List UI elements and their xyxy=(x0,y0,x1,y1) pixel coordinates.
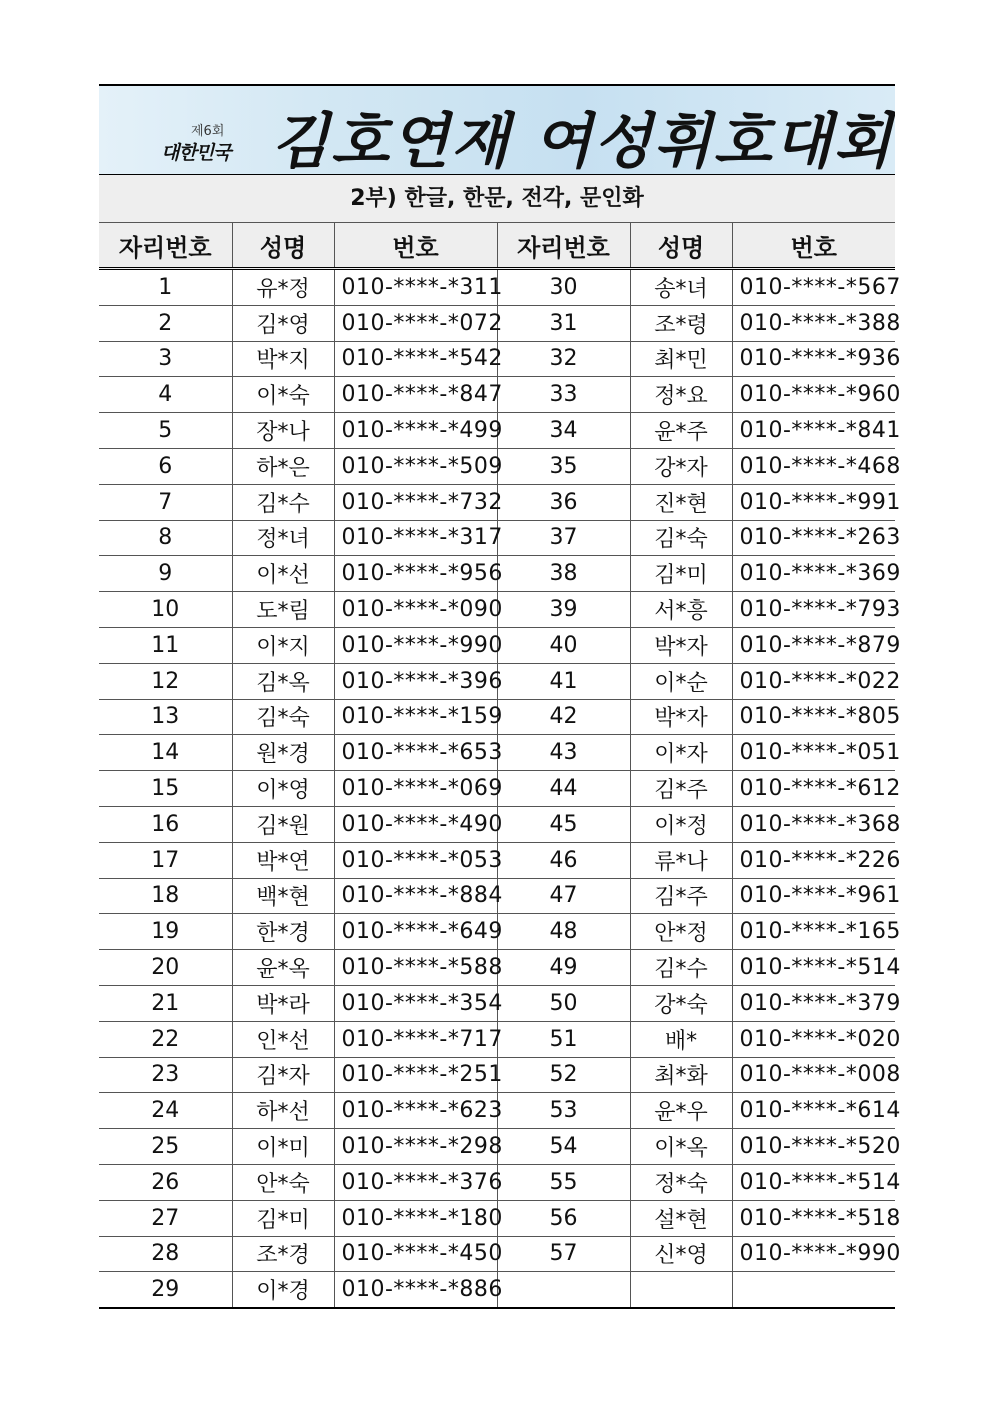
name-cell: 설*현 xyxy=(630,1200,732,1236)
phone-cell: 010-****-*514 xyxy=(732,950,895,986)
seat-number-cell: 57 xyxy=(497,1236,630,1272)
seat-number-cell: 29 xyxy=(99,1272,232,1308)
table-row xyxy=(99,806,895,842)
phone-cell: 010-****-*022 xyxy=(732,663,895,699)
seat-number-cell: 28 xyxy=(99,1236,232,1272)
name-cell: 김*숙 xyxy=(630,520,732,556)
phone-cell: 010-****-*396 xyxy=(334,663,497,699)
name-cell: 도*림 xyxy=(232,592,334,628)
phone-cell: 010-****-*090 xyxy=(334,592,497,628)
table-row xyxy=(99,914,895,950)
seat-number-cell: 33 xyxy=(497,377,630,413)
banner-country: 대한민국 xyxy=(161,142,231,164)
seat-number-cell: 38 xyxy=(497,556,630,592)
phone-cell: 010-****-*490 xyxy=(334,806,497,842)
name-cell: 정*녀 xyxy=(232,520,334,556)
phone-cell: 010-****-*226 xyxy=(732,842,895,878)
seat-number-cell: 2 xyxy=(99,305,232,341)
name-cell: 윤*우 xyxy=(630,1093,732,1129)
name-cell: 김*미 xyxy=(232,1200,334,1236)
seat-number-cell: 14 xyxy=(99,735,232,771)
seat-number-cell: 9 xyxy=(99,556,232,592)
phone-cell: 010-****-*051 xyxy=(732,735,895,771)
seat-number-cell: 27 xyxy=(99,1200,232,1236)
name-cell: 강*숙 xyxy=(630,985,732,1021)
phone-cell: 010-****-*614 xyxy=(732,1093,895,1129)
phone-cell: 010-****-*884 xyxy=(334,878,497,914)
phone-cell: 010-****-*961 xyxy=(732,878,895,914)
name-cell: 이*숙 xyxy=(232,377,334,413)
phone-cell: 010-****-*623 xyxy=(334,1093,497,1129)
seat-number-cell: 44 xyxy=(497,771,630,807)
seat-number-cell: 45 xyxy=(497,806,630,842)
seat-number-cell: 10 xyxy=(99,592,232,628)
seat-number-cell: 18 xyxy=(99,878,232,914)
name-cell: 박*자 xyxy=(630,699,732,735)
name-cell: 장*나 xyxy=(232,413,334,449)
name-cell: 유*정 xyxy=(232,269,334,306)
table-row xyxy=(99,1021,895,1057)
header-seat-number: 자리번호 xyxy=(99,223,232,269)
table-row xyxy=(99,448,895,484)
name-cell: 김*자 xyxy=(232,1057,334,1093)
table-row xyxy=(99,520,895,556)
seat-number-cell: 54 xyxy=(497,1129,630,1165)
seat-number-cell: 49 xyxy=(497,950,630,986)
name-cell: 백*현 xyxy=(232,878,334,914)
name-cell: 김*옥 xyxy=(232,663,334,699)
table-row xyxy=(99,377,895,413)
seat-number-cell: 34 xyxy=(497,413,630,449)
seat-number-cell: 20 xyxy=(99,950,232,986)
phone-cell: 010-****-*653 xyxy=(334,735,497,771)
seat-number-cell: 26 xyxy=(99,1164,232,1200)
phone-cell: 010-****-*072 xyxy=(334,305,497,341)
phone-cell: 010-****-*468 xyxy=(732,448,895,484)
table-row xyxy=(99,305,895,341)
table-row xyxy=(99,484,895,520)
name-cell: 하*은 xyxy=(232,448,334,484)
name-cell: 윤*주 xyxy=(630,413,732,449)
seat-number-cell: 37 xyxy=(497,520,630,556)
seat-number-cell: 39 xyxy=(497,592,630,628)
name-cell: 이*미 xyxy=(232,1129,334,1165)
table-row xyxy=(99,556,895,592)
seat-number-cell: 47 xyxy=(497,878,630,914)
phone-cell xyxy=(732,1272,895,1308)
phone-cell: 010-****-*499 xyxy=(334,413,497,449)
phone-cell: 010-****-*354 xyxy=(334,985,497,1021)
name-cell: 원*경 xyxy=(232,735,334,771)
table-row xyxy=(99,592,895,628)
seat-number-cell: 8 xyxy=(99,520,232,556)
phone-cell: 010-****-*847 xyxy=(334,377,497,413)
seat-number-cell: 4 xyxy=(99,377,232,413)
phone-cell: 010-****-*450 xyxy=(334,1236,497,1272)
name-cell: 김*미 xyxy=(630,556,732,592)
name-cell: 김*수 xyxy=(630,950,732,986)
seat-table xyxy=(99,223,901,1309)
phone-cell: 010-****-*069 xyxy=(334,771,497,807)
table-row xyxy=(99,663,895,699)
seat-number-cell: 15 xyxy=(99,771,232,807)
table-row xyxy=(99,627,895,663)
name-cell: 박*지 xyxy=(232,341,334,377)
name-cell: 이*경 xyxy=(232,1272,334,1308)
seat-number-cell: 13 xyxy=(99,699,232,735)
seat-number-cell: 11 xyxy=(99,627,232,663)
seat-number-cell: 48 xyxy=(497,914,630,950)
phone-cell: 010-****-*298 xyxy=(334,1129,497,1165)
phone-cell: 010-****-*263 xyxy=(732,520,895,556)
table-row xyxy=(99,1093,895,1129)
name-cell: 박*연 xyxy=(232,842,334,878)
header-seat-number: 자리번호 xyxy=(497,223,630,269)
seat-number-cell: 24 xyxy=(99,1093,232,1129)
name-cell: 이*순 xyxy=(630,663,732,699)
phone-cell: 010-****-*732 xyxy=(334,484,497,520)
seat-number-cell: 42 xyxy=(497,699,630,735)
phone-cell: 010-****-*886 xyxy=(334,1272,497,1308)
table-row xyxy=(99,1057,895,1093)
name-cell: 이*영 xyxy=(232,771,334,807)
seat-number-cell: 43 xyxy=(497,735,630,771)
phone-cell: 010-****-*612 xyxy=(732,771,895,807)
phone-cell: 010-****-*388 xyxy=(732,305,895,341)
seat-number-cell: 16 xyxy=(99,806,232,842)
phone-cell: 010-****-*991 xyxy=(732,484,895,520)
phone-cell: 010-****-*936 xyxy=(732,341,895,377)
table-row xyxy=(99,1164,895,1200)
name-cell: 한*경 xyxy=(232,914,334,950)
phone-cell: 010-****-*518 xyxy=(732,1200,895,1236)
table-row xyxy=(99,1200,895,1236)
phone-cell: 010-****-*020 xyxy=(732,1021,895,1057)
seat-number-cell: 3 xyxy=(99,341,232,377)
table-header-row xyxy=(99,223,895,269)
name-cell: 이*정 xyxy=(630,806,732,842)
phone-cell: 010-****-*180 xyxy=(334,1200,497,1236)
table-row xyxy=(99,699,895,735)
phone-cell: 010-****-*567 xyxy=(732,269,895,306)
seat-number-cell: 30 xyxy=(497,269,630,306)
seat-number-cell: 23 xyxy=(99,1057,232,1093)
seat-number-cell: 25 xyxy=(99,1129,232,1165)
name-cell: 안*숙 xyxy=(232,1164,334,1200)
seat-number-cell: 31 xyxy=(497,305,630,341)
name-cell: 박*라 xyxy=(232,985,334,1021)
phone-cell: 010-****-*520 xyxy=(732,1129,895,1165)
seat-number-cell: 21 xyxy=(99,985,232,1021)
header-phone: 번호 xyxy=(334,223,497,269)
table-row xyxy=(99,771,895,807)
phone-cell: 010-****-*317 xyxy=(334,520,497,556)
phone-cell: 010-****-*588 xyxy=(334,950,497,986)
header-name: 성명 xyxy=(232,223,334,269)
seat-number-cell: 52 xyxy=(497,1057,630,1093)
phone-cell: 010-****-*159 xyxy=(334,699,497,735)
banner-title: 김호연재 여성휘호대회 xyxy=(271,107,894,175)
table-row xyxy=(99,1272,895,1308)
name-cell: 조*경 xyxy=(232,1236,334,1272)
phone-cell: 010-****-*053 xyxy=(334,842,497,878)
name-cell: 정*숙 xyxy=(630,1164,732,1200)
seat-number-cell: 19 xyxy=(99,914,232,950)
table-row xyxy=(99,413,895,449)
table-row xyxy=(99,269,895,306)
name-cell: 김*주 xyxy=(630,878,732,914)
header-name: 성명 xyxy=(630,223,732,269)
name-cell: 진*현 xyxy=(630,484,732,520)
seat-number-cell: 50 xyxy=(497,985,630,1021)
seat-number-cell: 35 xyxy=(497,448,630,484)
name-cell: 송*녀 xyxy=(630,269,732,306)
name-cell: 안*정 xyxy=(630,914,732,950)
seat-number-cell: 6 xyxy=(99,448,232,484)
name-cell: 류*나 xyxy=(630,842,732,878)
seat-number-cell: 46 xyxy=(497,842,630,878)
phone-cell: 010-****-*841 xyxy=(732,413,895,449)
phone-cell: 010-****-*509 xyxy=(334,448,497,484)
seat-number-cell: 7 xyxy=(99,484,232,520)
seat-number-cell: 55 xyxy=(497,1164,630,1200)
phone-cell: 010-****-*956 xyxy=(334,556,497,592)
name-cell: 최*민 xyxy=(630,341,732,377)
name-cell: 서*흥 xyxy=(630,592,732,628)
seat-number-cell: 17 xyxy=(99,842,232,878)
table-row xyxy=(99,878,895,914)
seat-number-cell: 12 xyxy=(99,663,232,699)
name-cell: 정*요 xyxy=(630,377,732,413)
table-row xyxy=(99,341,895,377)
name-cell: 이*지 xyxy=(232,627,334,663)
phone-cell: 010-****-*649 xyxy=(334,914,497,950)
name-cell: 김*수 xyxy=(232,484,334,520)
name-cell xyxy=(630,1272,732,1308)
name-cell: 배* xyxy=(630,1021,732,1057)
seat-list-sheet xyxy=(99,84,901,1309)
seat-number-cell: 53 xyxy=(497,1093,630,1129)
seat-number-cell: 40 xyxy=(497,627,630,663)
phone-cell: 010-****-*805 xyxy=(732,699,895,735)
seat-number-cell: 41 xyxy=(497,663,630,699)
header-phone: 번호 xyxy=(732,223,895,269)
phone-cell: 010-****-*311 xyxy=(334,269,497,306)
name-cell: 강*자 xyxy=(630,448,732,484)
phone-cell: 010-****-*793 xyxy=(732,592,895,628)
phone-cell: 010-****-*165 xyxy=(732,914,895,950)
name-cell: 인*선 xyxy=(232,1021,334,1057)
event-banner xyxy=(99,84,895,175)
seat-number-cell: 51 xyxy=(497,1021,630,1057)
name-cell: 최*화 xyxy=(630,1057,732,1093)
phone-cell: 010-****-*251 xyxy=(334,1057,497,1093)
seat-number-cell: 36 xyxy=(497,484,630,520)
seat-number-cell: 5 xyxy=(99,413,232,449)
name-cell: 박*자 xyxy=(630,627,732,663)
name-cell: 조*령 xyxy=(630,305,732,341)
table-row xyxy=(99,1236,895,1272)
name-cell: 김*원 xyxy=(232,806,334,842)
seat-number-cell: 22 xyxy=(99,1021,232,1057)
name-cell: 김*영 xyxy=(232,305,334,341)
phone-cell: 010-****-*960 xyxy=(732,377,895,413)
phone-cell: 010-****-*990 xyxy=(732,1236,895,1272)
seat-number-cell: 32 xyxy=(497,341,630,377)
seat-number-cell: 1 xyxy=(99,269,232,306)
table-row xyxy=(99,842,895,878)
name-cell: 김*숙 xyxy=(232,699,334,735)
phone-cell: 010-****-*008 xyxy=(732,1057,895,1093)
phone-cell: 010-****-*379 xyxy=(732,985,895,1021)
phone-cell: 010-****-*990 xyxy=(334,627,497,663)
phone-cell: 010-****-*542 xyxy=(334,341,497,377)
name-cell: 이*자 xyxy=(630,735,732,771)
seat-number-cell: 56 xyxy=(497,1200,630,1236)
phone-cell: 010-****-*376 xyxy=(334,1164,497,1200)
table-row xyxy=(99,735,895,771)
table-row xyxy=(99,1129,895,1165)
name-cell: 윤*옥 xyxy=(232,950,334,986)
table-row xyxy=(99,985,895,1021)
phone-cell: 010-****-*368 xyxy=(732,806,895,842)
name-cell: 이*선 xyxy=(232,556,334,592)
phone-cell: 010-****-*369 xyxy=(732,556,895,592)
phone-cell: 010-****-*717 xyxy=(334,1021,497,1057)
name-cell: 김*주 xyxy=(630,771,732,807)
section-subtitle: 2부) 한글, 한문, 전각, 문인화 xyxy=(99,175,895,223)
phone-cell: 010-****-*514 xyxy=(732,1164,895,1200)
banner-edition: 제6회 xyxy=(191,124,225,139)
seat-number-cell xyxy=(497,1272,630,1308)
name-cell: 이*옥 xyxy=(630,1129,732,1165)
name-cell: 신*영 xyxy=(630,1236,732,1272)
table-row xyxy=(99,950,895,986)
name-cell: 하*선 xyxy=(232,1093,334,1129)
phone-cell: 010-****-*879 xyxy=(732,627,895,663)
